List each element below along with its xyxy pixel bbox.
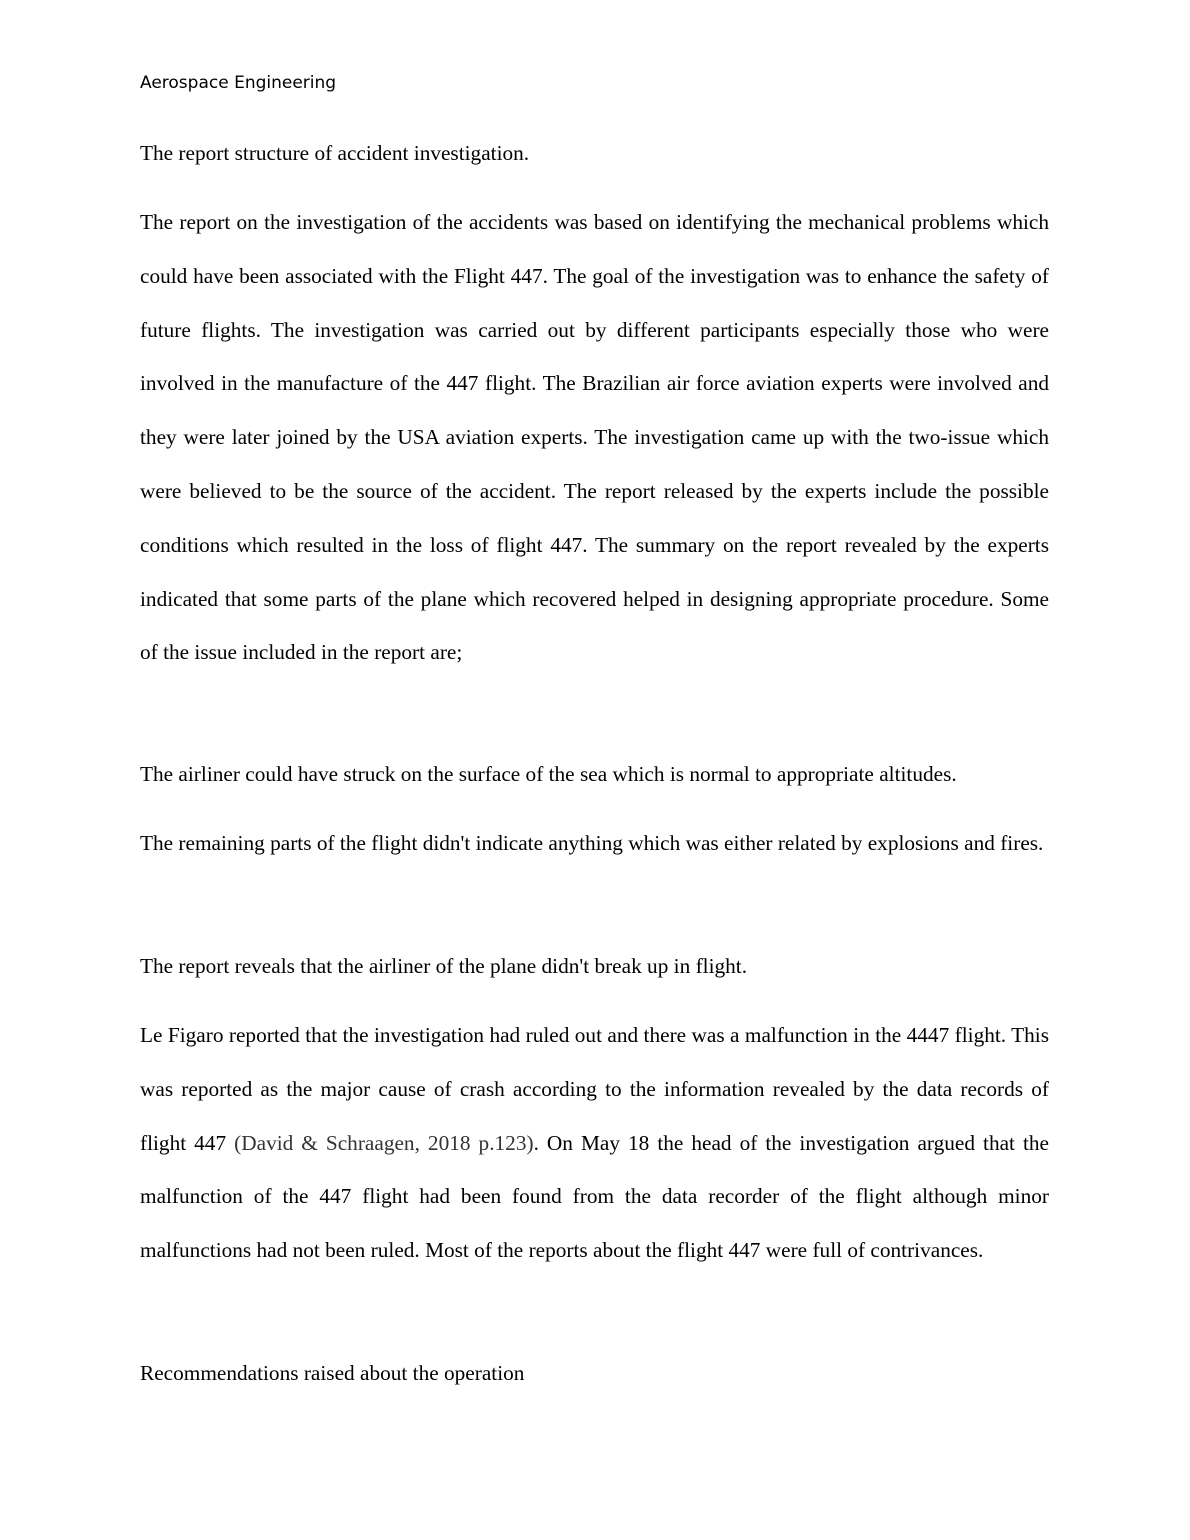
paragraph-le-figaro — [140, 1009, 1049, 1278]
paragraph-text: . On May 18 the head of the investigation argued that the malfunction of the 447 flight had been found from the data recorder of the flight although minor malfunctions had not been ruled. Most of the reports about the flight 447 were full of contrivances. — [140, 1130, 1050, 1263]
paragraph-investigation-report: The report on the investigation of the accidents was based on identifying the mechanical problems which could have been associated with the Flight 447. The goal of the investigation was to enhance the safety of future flights. The investigation was carried out by different participants especially those who were involved in the manufacture of the 447 flight. The Brazilian air force aviation experts were involved and they were later joined by the USA aviation experts. The investigation came up with the two-issue which were believed to be the source of the accident. The report released by the experts include the possible conditions which resulted in the loss of flight 447. The summary on the report revealed by the experts indicated that some parts of the plane which recovered helped in designing appropriate procedure. Some of the issue included in the report are; — [140, 210, 1049, 665]
citation: (David & Schraagen, 2018 p.123) — [234, 1130, 534, 1155]
running-header: Aerospace Engineering — [140, 73, 337, 93]
section-heading-report-structure: The report structure of accident investigation. — [140, 141, 530, 165]
paragraph-text: Le Figaro reported that the investigation had ruled out and there was a malfunction in the 4447 flight. This was reported as the major cause of crash according to the information revealed by the data records of flight 447 — [140, 1023, 1049, 1155]
report-issue-item: The airliner could have struck on the surface of the sea which is normal to appropriate altitudes. — [140, 762, 957, 786]
report-issue-item: The report reveals that the airliner of the plane didn't break up in flight. — [140, 954, 748, 978]
report-issue-item: The remaining parts of the flight didn't indicate anything which was either related by explosions and fires. — [140, 831, 1044, 855]
section-heading-recommendations: Recommendations raised about the operation — [140, 1361, 525, 1385]
